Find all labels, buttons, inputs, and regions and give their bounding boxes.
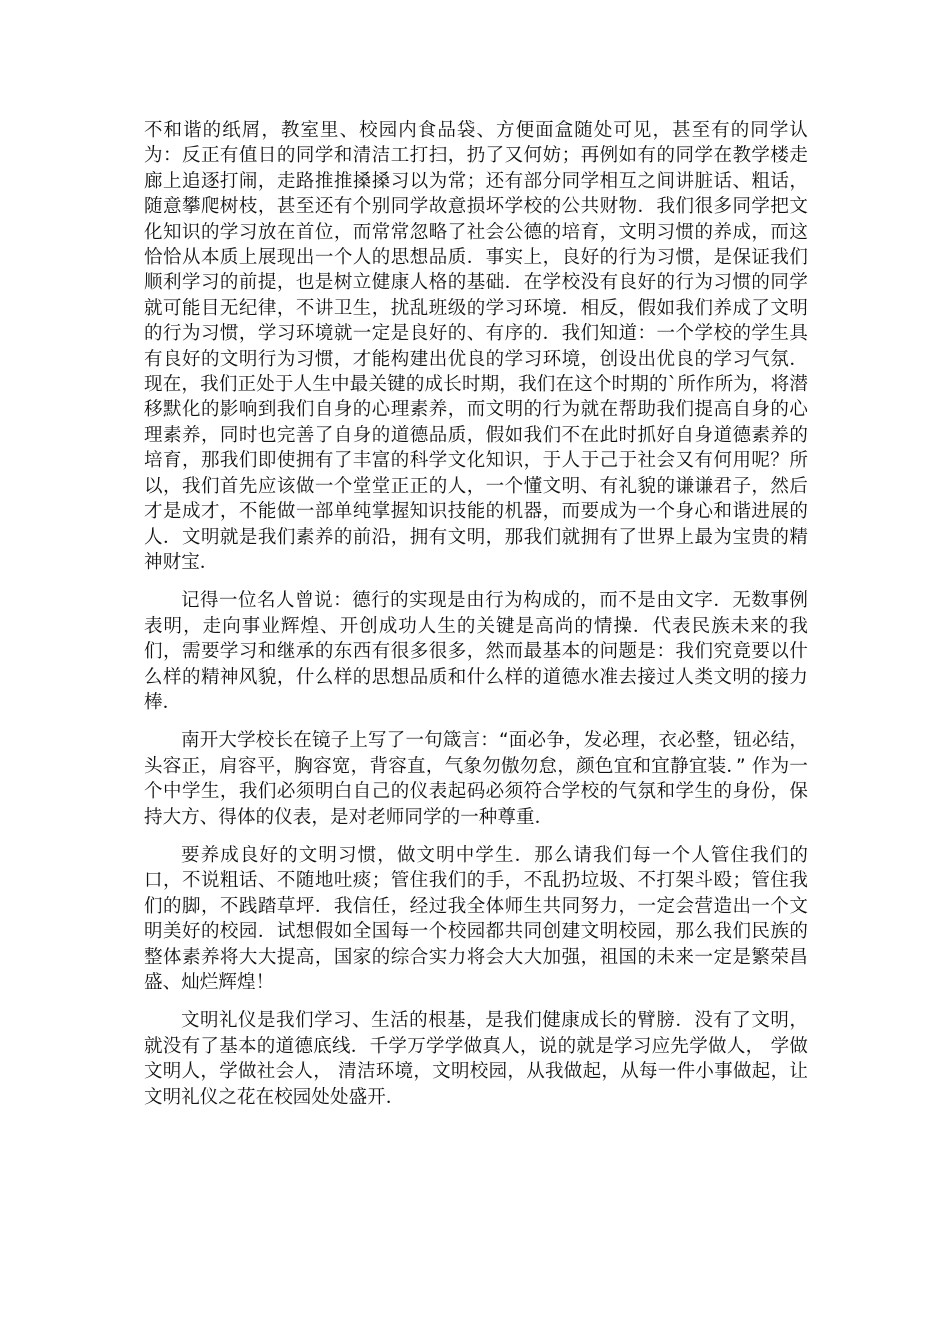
paragraph-1: 不和谐的纸屑，教室里、校园内食品袋、方便面盒随处可见，甚至有的同学认为：反正有值日的同学和清洁工打扫，扔了又何妨；再例如有的同学在教学楼走廊上追逐打闹，走路推推搡搡习以为常；还有部分同学相互之间讲脏话、粗话，随意攀爬树枝，甚至还有个别同学故意损坏学校的公共财物．我们很多同学把文化知识的学习放在首位，而常常忽略了社会公德的培育，文明习惯的养成，而这恰恰从本质上展现出一个人的思想品质．事实上，良好的行为习惯，是保证我们顺利学习的前提，也是树立健康人格的基础．在学校没有良好的行为习惯的同学就可能目无纪律，不讲卫生，扰乱班级的学习环境．相反，假如我们养成了文明的行为习惯，学习环境就一定是良好的、有序的．我们知道：一个学校的学生具有良好的文明行为习惯，才能构建出优良的学习环境，创设出优良的学习气氛．现在，我们正处于人生中最关键的成长时期，我们在这个时期的`所作所为，将潜移默化的影响到我们自身的心理素养，而文明的行为就在帮助我们提高自身的心理素养，同时也完善了自身的道德品质，假如我们不在此时抓好自身道德素养的培育，那我们即使拥有了丰富的科学文化知识，于人于己于社会又有何用呢？所以，我们首先应该做一个堂堂正正的人，一个懂文明、有礼貌的谦谦君子，然后才是成才，不能做一部单纯掌握知识技能的机器，而要成为一个身心和谐进展的人．文明就是我们素养的前沿，拥有文明，那我们就拥有了世界上最为宝贵的精神财宝． [144, 120, 808, 573]
paragraph-3: 南开大学校长在镜子上写了一句箴言：“面必争，发必理，衣必整，钮必结，头容正，肩容平，胸容宽，背容直，气象勿傲勿怠，颜色宜和宜静宜装．” 作为一个中学生，我们必须明白自己的仪表起码必须符合学校的气氛和学生的身份，保持大方、得体的仪表，是对老师同学的一种尊重． [144, 730, 808, 828]
paragraph-2: 记得一位名人曾说：德行的实现是由行为构成的，而不是由文字．无数事例表明，走向事业辉煌、开创成功人生的关键是高尚的情操．代表民族未来的我们，需要学习和继承的东西有很多很多，然而最基本的问题是：我们究竟要以什么样的精神风貌，什么样的思想品质和什么样的道德水准去接过人类文明的接力棒． [144, 590, 808, 713]
document-body [144, 118, 808, 1123]
paragraph-5: 文明礼仪是我们学习、生活的根基，是我们健康成长的臂膀．没有了文明，就没有了基本的道德底线．千学万学学做真人，说的就是学习应先学做人， 学做文明人，学做社会人， 清洁环境，文明校园，从我做起，从每一件小事做起，让文明礼仪之花在校园处处盛开． [144, 1010, 808, 1108]
paragraph-4: 要养成良好的文明习惯，做文明中学生．那么请我们每一个人管住我们的口，不说粗话、不随地吐痰；管住我们的手，不乱扔垃圾、不打架斗殴；管住我们的脚，不践踏草坪．我信任，经过我全体师生共同努力，一定会营造出一个文明美好的校园．试想假如全国每一个校园都共同创建文明校园，那么我们民族的整体素养将大大提高，国家的综合实力将会大大加强，祖国的未来一定是繁荣昌盛、灿烂辉煌！ [144, 844, 808, 993]
